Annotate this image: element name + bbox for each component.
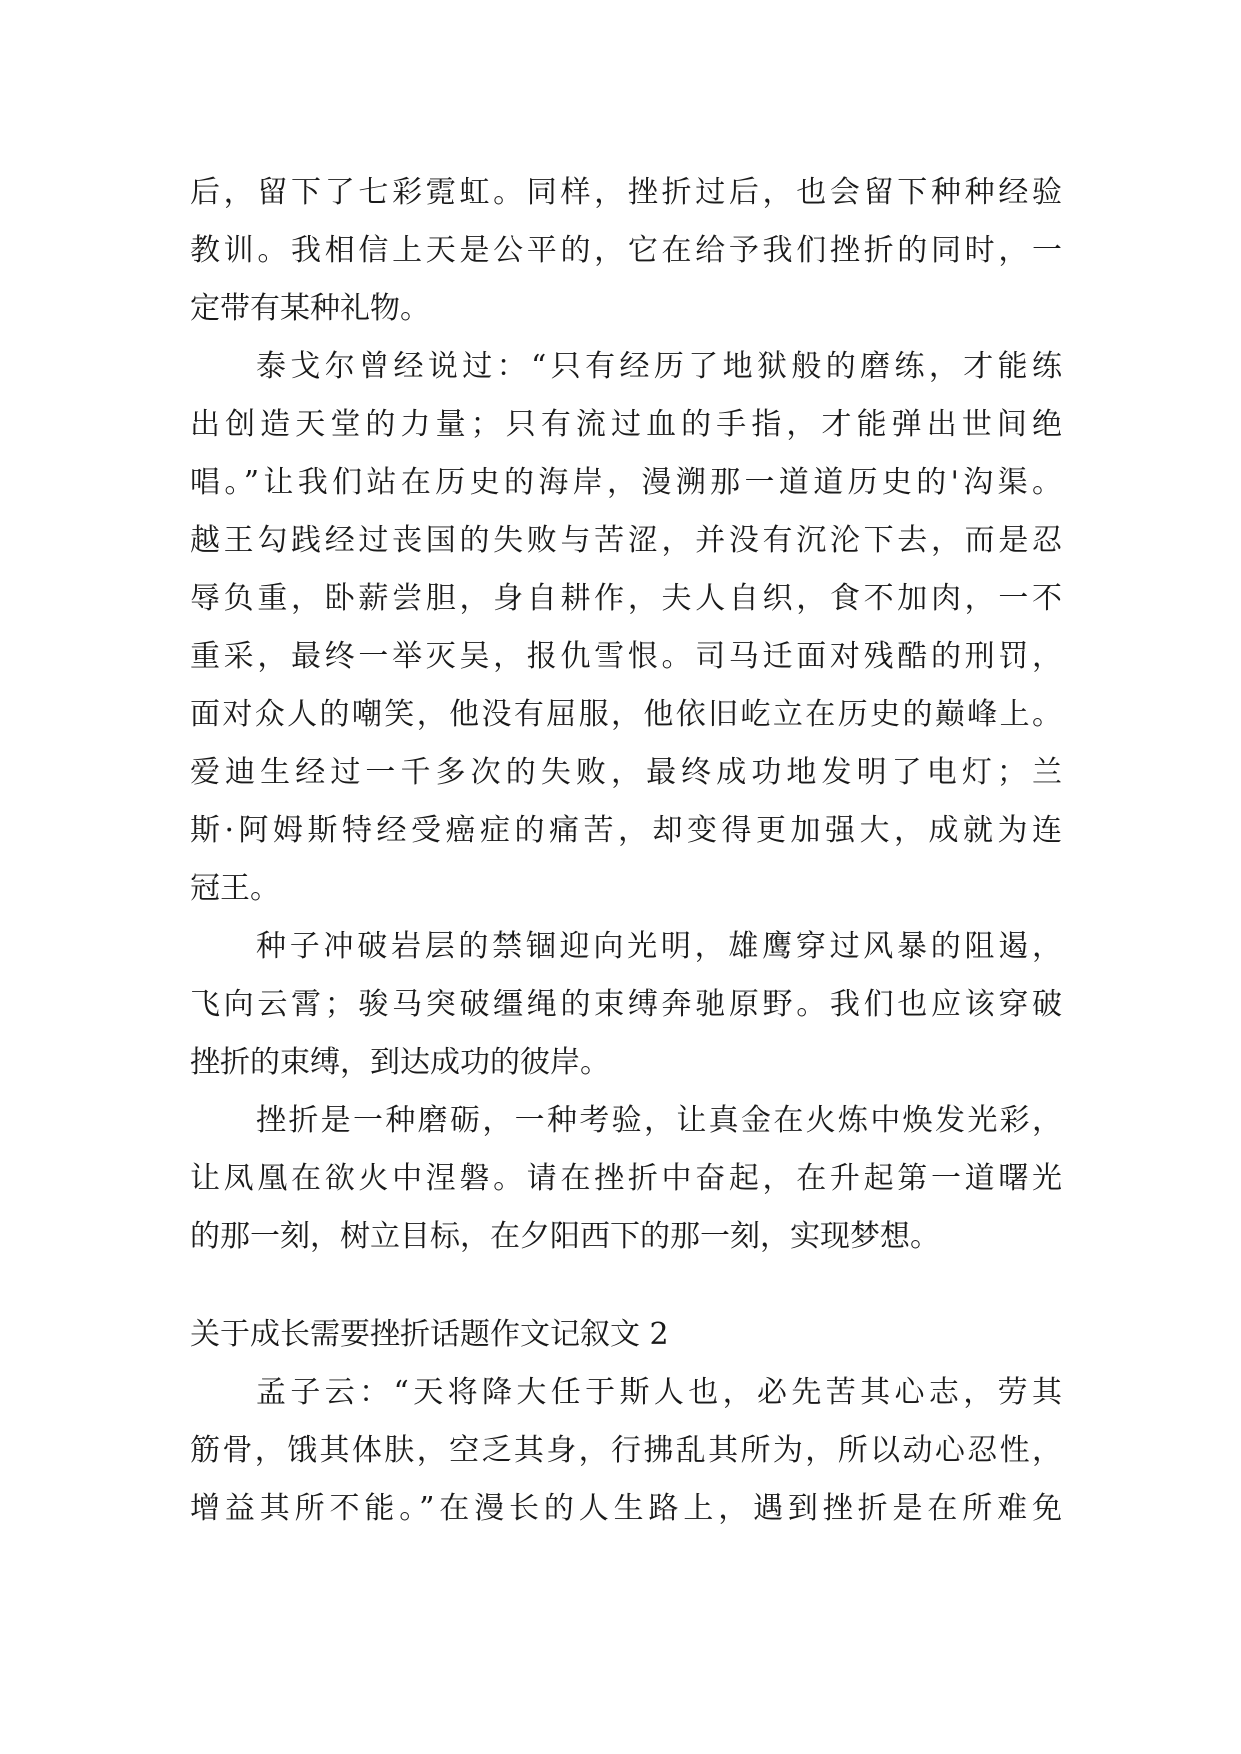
paragraph [190, 918, 1062, 1092]
paragraph [190, 338, 1062, 918]
text-line: 让凤凰在欲火中涅磐。请在挫折中奋起，在升起第一道曙光 [190, 1161, 1062, 1196]
text-line: 定带有某种礼物。 [190, 291, 430, 326]
text-line: 教训。我相信上天是公平的，它在给予我们挫折的同时，一 [190, 233, 1062, 268]
document-page [190, 164, 1062, 1538]
text-line: 唱。”让我们站在历史的海岸，漫溯那一道道历史的'沟渠。 [190, 465, 1062, 500]
text-line: 的那一刻，树立目标，在夕阳西下的那一刻，实现梦想。 [190, 1219, 940, 1254]
text-line: 越王勾践经过丧国的失败与苦涩，并没有沉沦下去，而是忍 [190, 523, 1062, 558]
text-line: 冠王。 [190, 871, 280, 906]
text-line: 后，留下了七彩霓虹。同样，挫折过后，也会留下种种经验 [190, 175, 1062, 210]
paragraph [190, 164, 1062, 338]
text-line: 筋骨，饿其体肤，空乏其身，行拂乱其所为，所以动心忍性， [190, 1433, 1062, 1468]
text-line: 重采，最终一举灭吴，报仇雪恨。司马迁面对残酷的刑罚， [190, 639, 1062, 674]
text-line: 种子冲破岩层的禁锢迎向光明，雄鹰穿过风暴的阻遏， [256, 929, 1062, 964]
text-line: 挫折的束缚，到达成功的彼岸。 [190, 1045, 610, 1080]
section-title: 关于成长需要挫折话题作文记叙文 2 [190, 1317, 669, 1352]
text-line: 辱负重，卧薪尝胆，身自耕作，夫人自织，食不加肉，一不 [190, 581, 1062, 616]
text-line: 斯·阿姆斯特经受癌症的痛苦，却变得更加强大，成就为连 [190, 813, 1062, 848]
text-line: 挫折是一种磨砺，一种考验，让真金在火炼中焕发光彩， [256, 1103, 1062, 1138]
text-line: 孟子云：“天将降大任于斯人也，必先苦其心志，劳其 [256, 1375, 1062, 1410]
text-line: 飞向云霄；骏马突破缰绳的束缚奔驰原野。我们也应该穿破 [190, 987, 1062, 1022]
text-line: 泰戈尔曾经说过：“只有经历了地狱般的磨练，才能练 [256, 349, 1062, 384]
text-line: 出创造天堂的力量；只有流过血的手指，才能弹出世间绝 [190, 407, 1062, 442]
text-line: 增益其所不能。”在漫长的人生路上，遇到挫折是在所难免 [190, 1491, 1062, 1526]
text-line: 爱迪生经过一千多次的失败，最终成功地发明了电灯；兰 [190, 755, 1062, 790]
text-line: 面对众人的嘲笑，他没有屈服，他依旧屹立在历史的巅峰上。 [190, 697, 1062, 732]
paragraph [190, 1364, 1062, 1538]
paragraph [190, 1092, 1062, 1266]
